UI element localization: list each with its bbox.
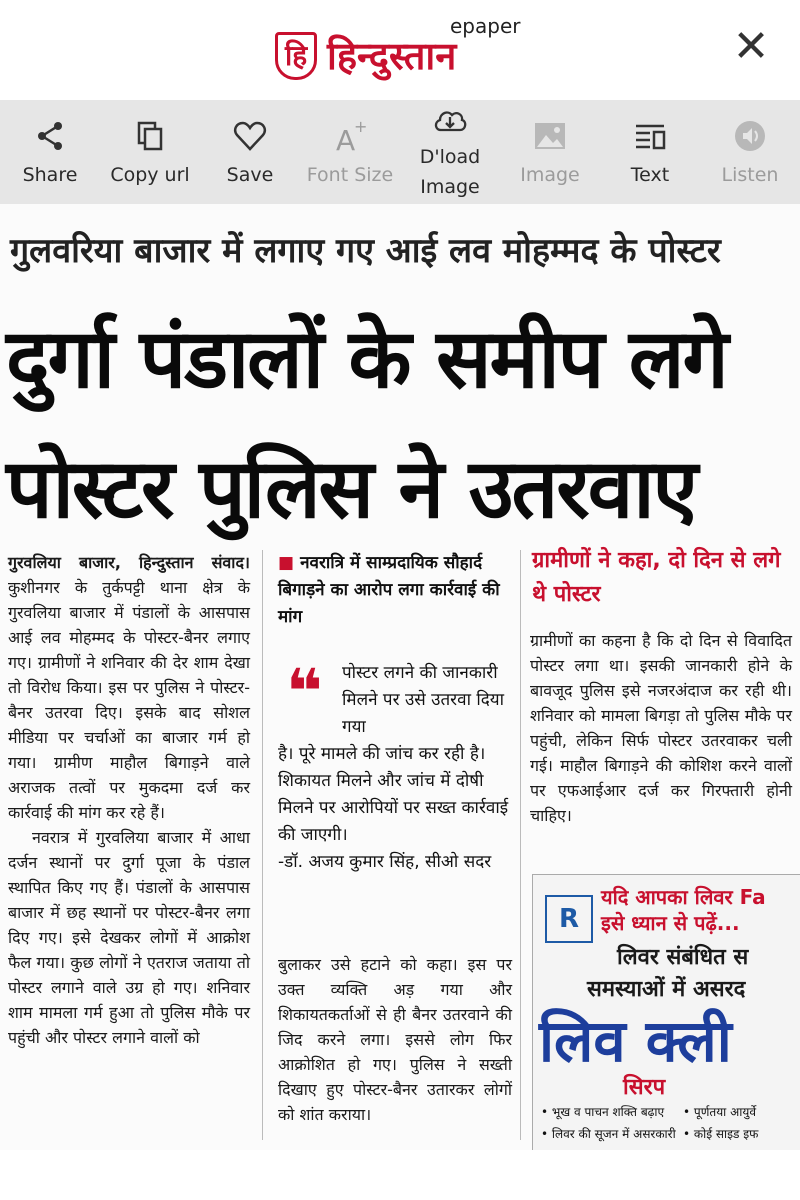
column-divider: [520, 550, 521, 1140]
ad-brand: लिव क्ली: [539, 1007, 732, 1075]
article-column-1: [8, 550, 250, 1050]
image-button[interactable]: [500, 100, 600, 204]
logo-wordmark: हिन्दुस्तान: [327, 33, 457, 78]
share-label: Share: [22, 164, 78, 186]
app-header: [0, 0, 800, 100]
heart-icon: [232, 118, 268, 154]
image-label: Image: [520, 164, 580, 186]
official-quote: [278, 655, 512, 876]
text-button[interactable]: [600, 100, 700, 204]
ad-line-1: यदि आपका लिवर Fa: [601, 885, 766, 909]
headline-line-2: पोस्टर पुलिस ने उतरवाए: [6, 442, 696, 537]
quote-body: है। पूरे मामले की जांच कर रही है। शिकायत मिलने और जांच में दोषी मिलने पर आरोपियों पर सख्त कार्रवाई की जाएगी।: [278, 744, 509, 845]
share-button[interactable]: [0, 100, 100, 204]
hindustan-logo: [275, 12, 535, 90]
font-size-icon: [332, 118, 368, 154]
advertisement: [532, 874, 800, 1150]
logo-subtitle: epaper: [450, 14, 521, 38]
cloud-download-icon: [432, 104, 468, 140]
save-button[interactable]: [200, 100, 300, 204]
bullet-square-icon: ■: [278, 553, 295, 573]
article-kicker: गुलवरिया बाजार में लगाए गए आई लव मोहम्मद के पोस्टर: [10, 231, 721, 271]
column-divider: [262, 550, 263, 1140]
ad-bullet: • भूख व पाचन शक्ति बढ़ाए: [541, 1105, 665, 1119]
ad-bullet: • कोई साइड इफ: [683, 1127, 759, 1141]
ad-bullet: • पूर्णतया आयुर्वे: [683, 1105, 757, 1119]
highlight-text: नवरात्रि में साम्प्रदायिक सौहार्द बिगाड़ने का आरोप लगा कार्रवाई की मांग: [278, 553, 500, 627]
image-icon: [532, 118, 568, 154]
ad-product-type: सिरप: [623, 1075, 666, 1100]
text-label: Text: [630, 164, 670, 186]
text-icon: [632, 118, 668, 154]
ad-line-2: इसे ध्यान से पढ़ें...: [601, 911, 740, 935]
quote-author: -डॉ. अजय कुमार सिंह, सीओ सदर: [278, 852, 492, 872]
epaper-clipping: [0, 204, 800, 1150]
toolbar: [0, 100, 800, 204]
close-icon: ✕: [732, 21, 770, 72]
side-story-heading: ग्रामीणों ने कहा, दो दिन से लगे थे पोस्टर: [532, 548, 781, 607]
listen-button[interactable]: [700, 100, 800, 204]
byline: गुरवलिया बाजार, हिन्दुस्तान संवाद।: [8, 553, 250, 572]
ad-bullet: • लिवर की सूजन में असरकारी: [541, 1127, 676, 1141]
quote-icon: ❝: [286, 655, 323, 728]
ad-line-4: समस्याओं में असरद: [587, 977, 746, 1002]
speaker-icon: [732, 118, 768, 154]
svg-text:A: A: [336, 124, 356, 154]
column-1-para-2: नवरात्र में गुरवलिया बाजार में आधा दर्जन स्थानों पर दुर्गा पूजा के पंडाल स्थापित किए गए हैं। पंडालों के आसपास बाजार में छह स्थानों पर पोस्टर-बैनर लगा दिए गए। इसे देखकर लोगों में आक्रोश फैल गया। कुछ लोगों ने एतराज जताया तो पोस्टर लगाने वाले उग्र हो गए। शनिवार शाम मामला गर्म हुआ तो पुलिस मौके पर पहुंची और पोस्टर लगाने वालों को: [8, 828, 250, 1047]
logo-mark: हि: [275, 32, 317, 80]
highlight-box: [278, 550, 512, 631]
copy-url-button[interactable]: [100, 100, 200, 204]
copy-icon: [132, 118, 168, 154]
ad-line-3: लिवर संबंधित स: [617, 945, 749, 970]
save-label: Save: [226, 164, 274, 186]
listen-label: Listen: [721, 164, 779, 186]
download-image-button[interactable]: [400, 100, 500, 204]
quote-lead: पोस्टर लगने की जानकारी मिलने पर उसे उतरवा दिया गया: [342, 663, 505, 737]
font-size-label: Font Size: [306, 164, 394, 186]
article-column-2: बुलाकर उसे हटाने को कहा। इस पर उक्त व्यक्ति अड़ गया और शिकायतकर्ताओं से ही बैनर उतरवाने की जिद करने लगा। इससे लोग फिर आक्रोशित हो गए। पुलिस ने सख्ती दिखाए हुए पोस्टर-बैनर उतारकर लोगों को शांत कराया।: [278, 955, 512, 1124]
font-size-button[interactable]: [300, 100, 400, 204]
side-story-text: ग्रामीणों का कहना है कि दो दिन से विवादित पोस्टर लगा था। इसकी जानकारी होने के बावजूद पुलिस इसे नजरअंदाज कर रही थी। शनिवार को मामला बिगड़ा तो पुलिस मौके पर पहुंची, लेकिन सिर्फ पोस्टर उतरवाकर चली गई। माहौल बिगाड़ने की कोशिश करने वालों पर एफआईआर दर्ज कर गिरफ्तारी होनी चाहिए।: [530, 631, 792, 825]
svg-text:+: +: [354, 118, 368, 136]
close-button[interactable]: [728, 21, 774, 72]
share-icon: [32, 118, 68, 154]
copy-url-label: Copy url: [110, 164, 190, 186]
download-image-label: D'load Image: [419, 146, 481, 198]
column-1-para-1: कुशीनगर के तुर्कपट्टी थाना क्षेत्र के गुरवलिया बाजार में पंडालों के आसपास आई लव मोहम्मद के पोस्टर-बैनर लगाए गए। ग्रामीणों ने शनिवार की देर शाम देखा तो विरोध किया। इस पर पुलिस ने पोस्टर-बैनर उतरवा दिए। इसके बाद सोशल मीडिया पर चर्चाओं का बाजार गर्म हो गया। ग्रामीण माहौल बिगाड़ने वाले अराजक तत्वों पर मुकदमा दर्ज कर कार्रवाई की मांग कर रहे हैं।: [8, 578, 250, 822]
headline-line-1: दुर्गा पंडालों के समीप लगे: [6, 312, 727, 407]
ad-logo: R: [545, 895, 593, 943]
